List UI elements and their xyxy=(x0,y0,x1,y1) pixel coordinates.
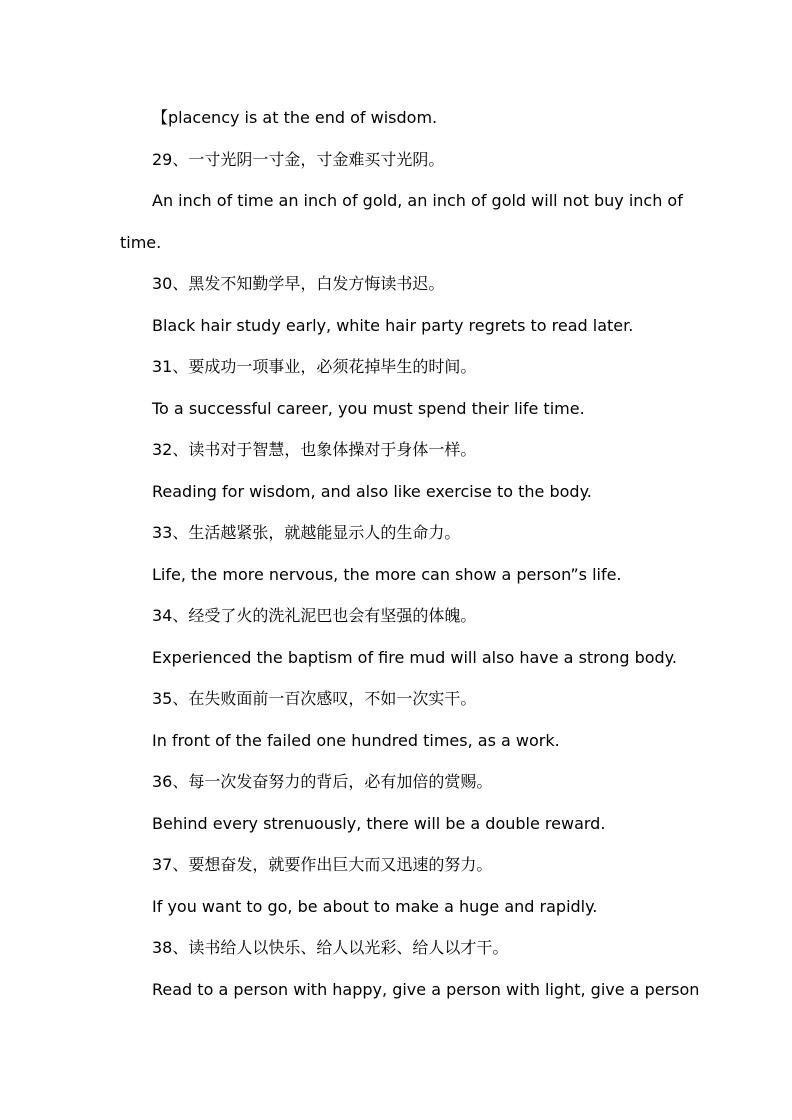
text-line: 【placency is at the end of wisdom. xyxy=(152,108,438,127)
text-line: 35、在失败面前一百次感叹，不如一次实干。 xyxy=(152,689,477,708)
text-line: Black hair study early, white hair party regrets to read later. xyxy=(152,316,634,335)
text-line: 36、每一次发奋努力的背后，必有加倍的赏赐。 xyxy=(152,772,493,791)
text-line: 32、读书对于智慧，也象体操对于身体一样。 xyxy=(152,440,477,459)
text-line: To a successful career, you must spend their life time. xyxy=(152,399,585,418)
text-line: An inch of time an inch of gold, an inch of gold will not buy inch of xyxy=(152,191,683,210)
text-line: Life, the more nervous, the more can show a person”s life. xyxy=(152,565,622,584)
text-line: 34、经受了火的洗礼泥巴也会有坚强的体魄。 xyxy=(152,606,477,625)
text-line: 37、要想奋发，就要作出巨大而又迅速的努力。 xyxy=(152,855,493,874)
text-line: Behind every strenuously, there will be a double reward. xyxy=(152,814,606,833)
text-line: Reading for wisdom, and also like exercise to the body. xyxy=(152,482,592,501)
text-line: time. xyxy=(120,233,162,252)
text-line: 30、黑发不知勤学早，白发方悔读书迟。 xyxy=(152,274,445,293)
text-line: In front of the failed one hundred times, as a work. xyxy=(152,731,560,750)
text-line: 33、生活越紧张，就越能显示人的生命力。 xyxy=(152,523,461,542)
text-line: If you want to go, be about to make a huge and rapidly. xyxy=(152,897,598,916)
text-line: 38、读书给人以快乐、给人以光彩、给人以才干。 xyxy=(152,938,509,957)
text-line: 29、一寸光阴一寸金，寸金难买寸光阴。 xyxy=(152,150,445,169)
text-line: Experienced the baptism of fire mud will also have a strong body. xyxy=(152,648,677,667)
text-line: Read to a person with happy, give a person with light, give a person xyxy=(152,980,700,999)
text-line: 31、要成功一项事业，必须花掉毕生的时间。 xyxy=(152,357,477,376)
